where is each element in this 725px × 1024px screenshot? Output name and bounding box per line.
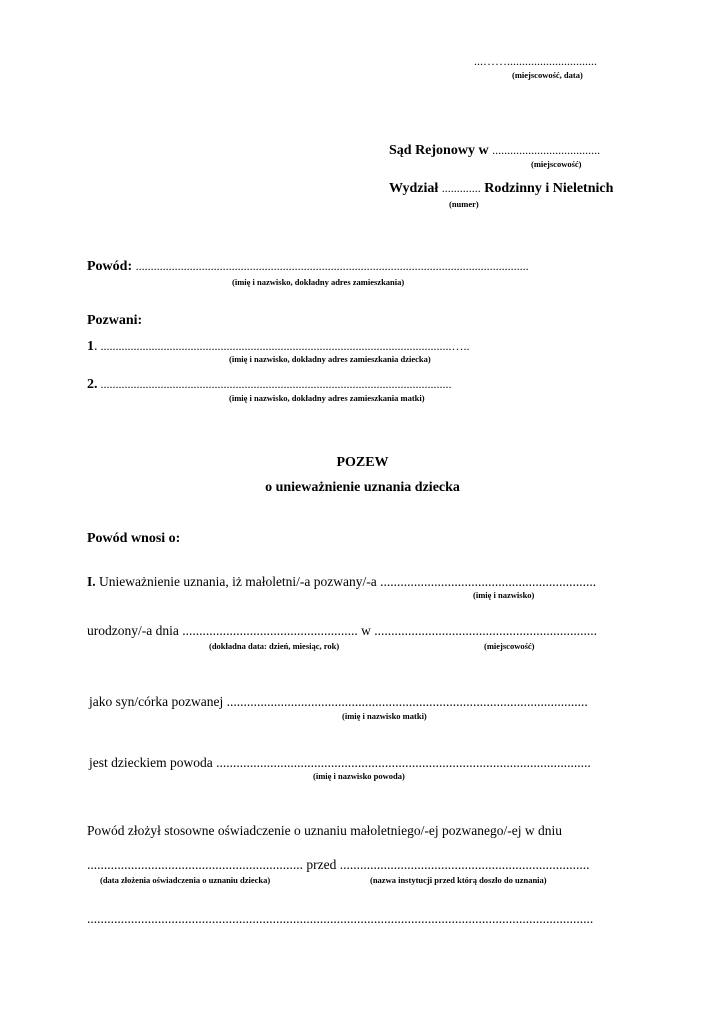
place-date-caption: (miejscowość, data) (512, 70, 583, 80)
division-label: Wydział (389, 181, 439, 196)
defendant-1-line (87, 339, 470, 355)
division-line (389, 181, 613, 197)
before-line: ................................................................ przed .......................................................................... (87, 857, 590, 872)
plaintiff-line (87, 259, 529, 275)
court-place-caption: (miejscowość) (531, 159, 582, 169)
declaration-date-caption: (data złożenia oświadczenia o uznaniu dziecka) (100, 875, 271, 885)
defendant-1-number: 1 (87, 339, 94, 354)
defendant-2-number: 2. (87, 377, 98, 392)
division-name: Rodzinny i Nieletnich (484, 181, 614, 196)
defendant-1-number-suffix: . (94, 339, 98, 354)
plaintiff-label: Powód: (87, 259, 133, 274)
document-title: POZEW (336, 455, 389, 470)
defendant-2-caption: (imię i nazwisko, dokładny adres zamieszkania matki) (229, 393, 425, 403)
court-dots: .................................... (492, 143, 601, 157)
child-of-plaintiff-caption: (imię i nazwisko powoda) (313, 771, 405, 781)
institution-caption: (nazwa instytucji przed którą doszło do uznania) (370, 875, 547, 885)
child-of-plaintiff-line: jest dzieckiem powoda ............................................................................................................... (89, 755, 591, 770)
defendant-2-dots: ..................................................................................................................... (97, 377, 452, 391)
declaration-line: Powód złożył stosowne oświadczenie o uznaniu małoletniego/-ej pozwanego/-ej w dniu (87, 823, 562, 838)
court-line (389, 143, 600, 159)
document-subtitle: o unieważnienie uznania dziecka (265, 480, 460, 495)
plaintiff-caption: (imię i nazwisko, dokładny adres zamieszkania) (232, 277, 405, 287)
court-label: Sąd Rejonowy w (389, 143, 489, 158)
point-1-line (87, 574, 596, 590)
point-1-number: I. (87, 574, 96, 589)
son-daughter-caption: (imię i nazwisko matki) (342, 711, 427, 721)
defendant-1-caption: (imię i nazwisko, dokładny adres zamieszkania dziecka) (229, 354, 431, 364)
point-1-text: Unieważnienie uznania, iż małoletni/-a pozwany/-a ................................................................ (95, 574, 597, 589)
place-date-line: ...…….............................. (474, 54, 597, 68)
demands-label: Powód wnosi o: (87, 531, 181, 546)
division-number-caption: (numer) (449, 199, 479, 209)
defendant-2-line (87, 377, 452, 393)
point-1-caption: (imię i nazwisko) (473, 590, 535, 600)
son-daughter-line: jako syn/córka pozwanej ........................................................................................................... (89, 694, 588, 709)
defendants-label: Pozwani: (87, 313, 143, 328)
continuation-line: ...................................................................................................................................................... (87, 911, 594, 926)
born-line: urodzony/-a dnia .................................................... w .................................................................. (87, 623, 597, 638)
division-dots: ............. (441, 181, 481, 195)
plaintiff-dots: ................................................................................................................................... (135, 259, 529, 273)
defendant-1-dots: .....................................................................................................................….. (97, 339, 470, 353)
born-place-caption: (miejscowość) (484, 641, 535, 651)
born-date-caption: (dokładna data: dzień, miesiąc, rok) (209, 641, 340, 651)
